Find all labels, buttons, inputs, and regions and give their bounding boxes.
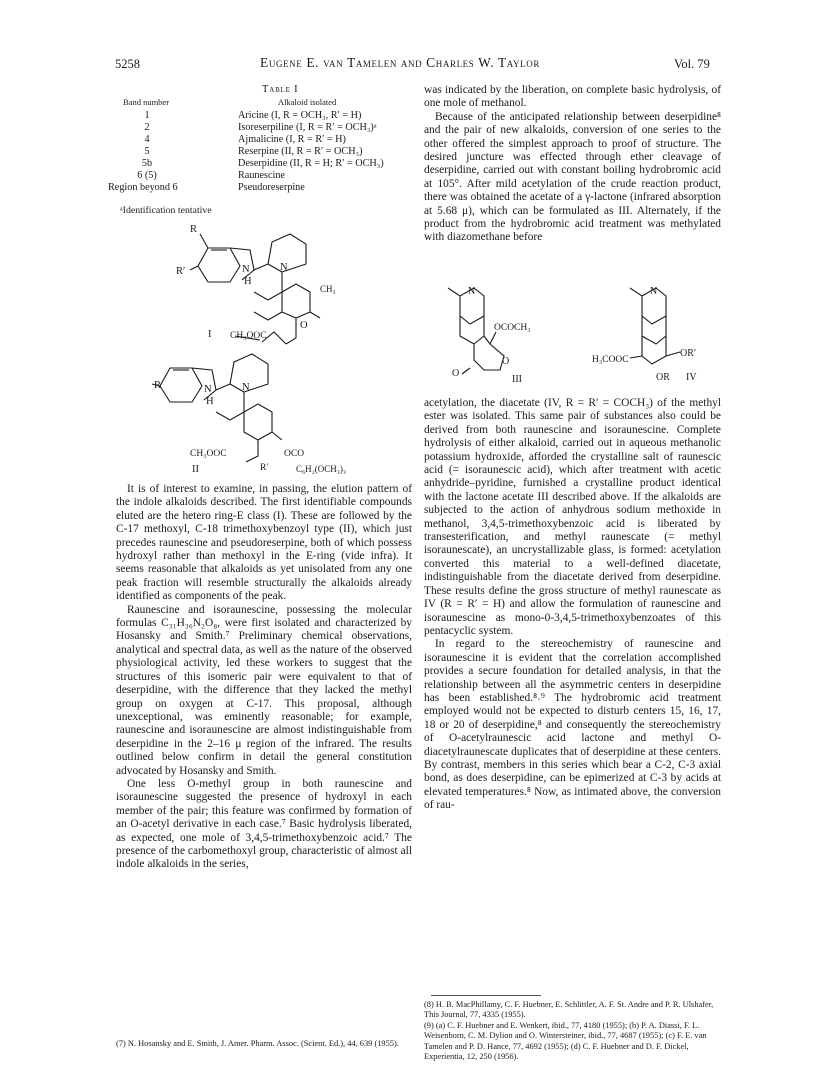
struct-III-oac: OCOCH₃ [494, 323, 531, 333]
paragraph: In regard to the stereochemistry of raunescine and isoraunescine it is evident that the correlation accomplished provides a secure foundation for detailed analysis, in that the relationship between all the asymmetric centers in deserpidine has been established.⁸˒⁹ The hydrobromic acid treatment employed would not be expected to disturb centers 15, 16, 17, 18 or 20 of deserpidine,⁸ and consequently the stereochemistry of O-acetylraunescic acid lactone and methyl O-diacetylraunescate duplicates that of deserpidine at these centers. By contrast, members in this series which bear a C-2, C-3 axial bond, as does deserpidine, can be epimerized at C-3 by acids at elevated temperatures.⁸ Now, as intimated above, the conversion of rau- [424, 638, 721, 812]
struct-III-O1: O [502, 356, 510, 367]
table-footnote: ᵃIdentification tentative [120, 205, 212, 216]
right-column-text-top [424, 84, 721, 245]
table-header-alkaloid: Alkaloid isolated [278, 97, 337, 107]
struct-IV-or: OR [656, 372, 670, 383]
paragraph: was indicated by the liberation, on complete basic hydrolysis, of one mole of methanol. [424, 84, 721, 110]
alkaloid-cell: Isoreserpiline (I, R = R′ = OCH₃)ᵃ [238, 122, 377, 133]
paragraph: One less O-methyl group in both raunescine and isoraunescine suggested the presence of hydroxyl in each member of the pair; this feature was confirmed by formation of an O-acetyl derivative in each case.⁷ Basic hydrolysis liberated, as expected, one mole of 3,4,5-trimethoxybenzoic acid.⁷ The presence of the carbomethoxyl group, characteristic of almost all indole alkaloids in the series, [116, 777, 412, 871]
struct-II-aryl: C₆H₂(OCH₃)₃ [296, 464, 347, 474]
table-title: Table I [262, 84, 299, 95]
paragraph: It is of interest to examine, in passing, the elution pattern of the indole alkaloids described. The first identifiable compounds eluted are the hetero ring-E class (I). These are followed by the C-17 methoxyl, C-18 trimethoxybenzoyl type (II), which just precedes raunescine and pseudoreserpine, both of which possess hydroxyl rather than methoxyl in the E-ring (vide infra). It seems reasonable that alkaloids as yet unisolated from any one peak fraction will resemble structurally the alkaloids already identified as components of the peak. [116, 483, 412, 603]
paragraph: acetylation, the diacetate (IV, R = R′ = COCH₃) of the methyl ester was isolated. This same pair of substances also could be derived from both raunescine and isoraunescine. Complete hydrolysis of either alkaloid, carried out in aqueous methanolic potassium hydroxide, afforded the crystalline salt of raunescic acid (= isoraunescic acid), which after treatment with acetic anhydride–pyridine, furnished a crystalline product identical with the lactone acetate III described above. If the alkaloids are subjected to the action of anhydrous sodium methoxide in methanol, 3,4,5-trimethoxybenzoic acid is liberated by transesterification, and methyl raunescate (= methyl isoraunescate), an uncrystallizable glass, is formed: acetylation converted this material to a well-defined diacetate, indistinguishable from the diacetate derived from deserpidine. These results define the gross structure of methyl raunescate as IV (R = R′ = H) and allow the formulation of raunescine and isoraunescine as mono-0-3,4,5-trimethoxybenzoates of this pentacyclic system. [424, 397, 721, 637]
footnote-7: (7) N. Hosansky and E. Smith, J. Amer. Pharm. Assoc. (Scient. Ed.), 44, 639 (1955). [116, 1039, 399, 1048]
right-column-text-bottom [424, 397, 721, 813]
struct-II-N2: N [242, 382, 250, 393]
struct-III-N: N [468, 286, 476, 297]
struct-I-methyl: CH₃ [320, 284, 336, 294]
struct-II-N1: N [204, 384, 212, 395]
struct-I-label: I [208, 329, 212, 340]
footnote-divider [431, 995, 541, 996]
band-cell: Region beyond 6 [108, 182, 178, 193]
structures-III-IV-diagram [430, 272, 720, 392]
struct-III-label: III [512, 374, 522, 385]
alkaloid-cell: Ajmalicine (I, R = R′ = H) [238, 134, 346, 145]
footnote-9: (9) (a) C. F. Huebner and E. Wenkert, ibid., 77, 4180 (1955); (b) P. A. Diassi, F. L. Weisenborn, C. M. Dylion and O. Wintersteiner, ibid., 77, 4687 (1955); (c) F. E. van Tamelen and P. D. Hance, 77, 4692 (1955); (d) C. F. Huebner and D. F. Dickel, Experientia, 12, 250 (1956). [424, 1020, 707, 1062]
struct-IV-label: IV [686, 372, 697, 383]
struct-II-oco: OCO [284, 449, 305, 459]
struct-II-label: II [192, 464, 199, 475]
alkaloid-cell: Raunescine [238, 170, 285, 181]
band-cell: 5b [141, 158, 153, 169]
footnote-8: (8) H. B. MacPhillamy, C. F. Huebner, E. Schlittler, A. F. St. Andre and P. R. Ulshafer, This Journal, 77, 4335 (1955). [424, 1000, 714, 1020]
struct-I-N2: N [280, 262, 288, 273]
paragraph: Because of the anticipated relationship between deserpidine⁸ and the pair of new alkaloids, conversion of one series to the other offered the simplest approach to proof of structure. The desired juncture was effected through ether cleavage of deserpidine, carried out with constant boiling hydrobromic acid at 105°. After mild acetylation of the crude reaction product, there was obtained the acetate of a γ-lactone (infrared absorption at 5.68 μ), which can be formulated as III. Alternately, if the product from the hydrobromic acid treatment was methylated with diazomethane before [424, 110, 721, 244]
struct-I-O: O [300, 320, 308, 331]
table-header-band: Band number [123, 97, 170, 107]
band-cell: 2 [144, 122, 150, 133]
alkaloid-cell: Reserpine (II, R = R′ = OCH₃) [238, 146, 363, 157]
band-cell: 6 (5) [137, 170, 157, 181]
page-number: 5258 [115, 57, 140, 71]
struct-II-Rp: R′ [260, 463, 269, 473]
struct-IV-N: N [650, 286, 658, 297]
struct-I-R: R [190, 224, 198, 235]
struct-IV-ester: H₃COOC [592, 355, 629, 365]
struct-I-N1: N [242, 264, 250, 275]
alkaloid-cell: Pseudoreserpine [238, 182, 305, 193]
alkaloid-cell: Deserpidine (II, R = H; R′ = OCH₃) [238, 158, 384, 169]
struct-I-H: H [244, 276, 252, 287]
alkaloid-cell: Aricine (I, R = OCH₃, R′ = H) [238, 110, 362, 121]
struct-III-O2: O [452, 368, 460, 379]
struct-IV-orp: OR′ [680, 348, 697, 359]
struct-II-H: H [206, 396, 214, 407]
volume-label: Vol. 79 [674, 57, 710, 71]
struct-II-R: R [154, 380, 162, 391]
footnotes-right [424, 1000, 721, 1062]
struct-I-ester: CH₃OOC [230, 331, 267, 341]
struct-I-Rp: R′ [176, 266, 186, 277]
struct-II-ester: CH₃OOC [190, 449, 227, 459]
band-cell: 4 [144, 134, 150, 145]
band-cell: 5 [144, 146, 150, 157]
left-column-text [116, 483, 412, 872]
paragraph: Raunescine and isoraunescine, possessing the molecular formulas C₃₁H₃₆N₂O₈, were first isolated and characterized by Hosansky and Smith.⁷ Preliminary chemical observations, analytical and spectral data, as well as the nature of the observed physiological activity, led these workers to suggest that the structures of this isomeric pair were equivalent to that of deserpidine, with the difference that they lacked the methyl group on oxygen at C-17. This proposal, although unexceptional, was eminently reasonable; for example, raunescine and isoraunescine are almost indistinguishable from deserpidine in the 2–16 μ region of the infrared. The results outlined below confirm in detail the general constitution advocated by Hosansky and Smith. [116, 603, 412, 777]
band-cell: 1 [144, 110, 150, 121]
running-head-authors: Eugene E. van Tamelen and Charles W. Taylor [260, 55, 540, 70]
structures-I-II-diagram [150, 220, 390, 480]
